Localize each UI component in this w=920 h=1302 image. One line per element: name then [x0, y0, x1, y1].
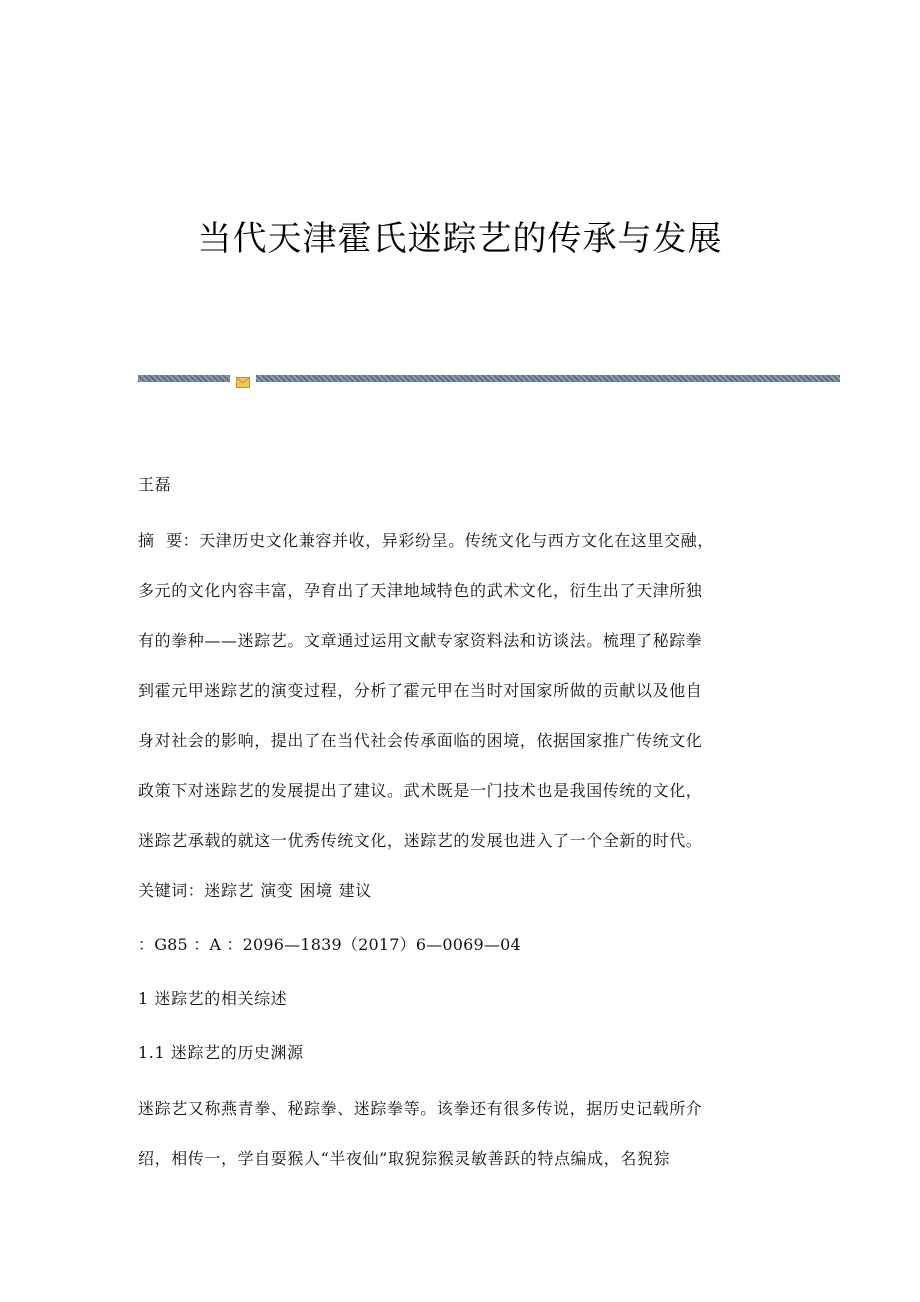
keywords-label: 关键词： [138, 881, 205, 900]
paragraph-line-1: 迷踪艺又称燕青拳、秘踪拳、迷踪拳等。该拳还有很多传说，据历史记载所介 [138, 1099, 703, 1118]
keyword: 演变 [260, 881, 294, 900]
document-title: 当代天津霍氏迷踪艺的传承与发展 [197, 219, 723, 259]
abstract-label: 摘 要： [138, 531, 200, 550]
subsection-heading: 1.1 迷踪艺的历史渊源 [138, 1043, 304, 1062]
abstract-line-3: 有的拳种——迷踪艺。文章通过运用文献专家资料法和访谈法。梳理了秘踪拳 [138, 631, 703, 650]
abstract-line-5: 身对社会的影响，提出了在当代社会传承面临的困境，依据国家推广传统文化 [138, 731, 703, 750]
author-name: 王磊 [138, 475, 172, 494]
document-body [138, 0, 780, 1302]
keyword: 困境 [299, 881, 333, 900]
classification-line: ：G85 ：A ：2096—1839（2017）6—0069—04 [138, 935, 521, 954]
abstract-line-1: 摘 要：天津历史文化兼容并收，异彩纷呈。传统文化与西方文化在这里交融， [138, 531, 714, 550]
abstract-line-6: 政策下对迷踪艺的发展提出了建议。武术既是一门技术也是我国传统的文化， [138, 781, 703, 800]
keyword: 迷踪艺 [204, 881, 255, 900]
keyword: 建议 [338, 881, 372, 900]
abstract-line-7: 迷踪艺承载的就这一优秀传统文化，迷踪艺的发展也进入了一个全新的时代。 [138, 831, 703, 850]
section-heading: 1 迷踪艺的相关综述 [138, 989, 288, 1008]
paragraph-line-2: 绍，相传一，学自耍猴人“半夜仙”取猊猔猴灵敏善跃的特点编成，名猊猔 [138, 1149, 671, 1168]
abstract-line-2: 多元的文化内容丰富，孕育出了天津地域特色的武术文化，衍生出了天津所独 [138, 581, 703, 600]
abstract-line-4: 到霍元甲迷踪艺的演变过程，分析了霍元甲在当时对国家所做的贡献以及他自 [138, 681, 703, 700]
keywords-line [138, 880, 378, 902]
